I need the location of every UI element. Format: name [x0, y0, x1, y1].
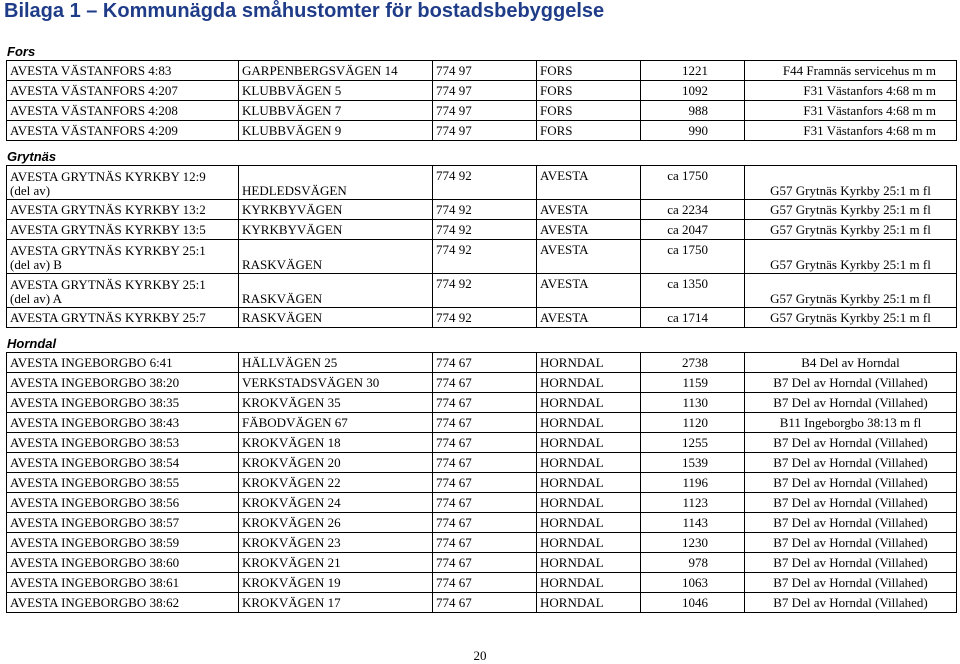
city-cell: AVESTA: [537, 308, 641, 328]
address-cell: GARPENBERGSVÄGEN 14: [239, 61, 433, 81]
city-cell: FORS: [537, 121, 641, 141]
table-row: [7, 200, 957, 220]
plan-cell: B7 Del av Horndal (Villahed): [745, 573, 957, 593]
table-row: [7, 453, 957, 473]
table-row: [7, 433, 957, 453]
area-cell: 978: [641, 553, 745, 573]
postcode-cell: 774 67: [433, 513, 537, 533]
city-cell: FORS: [537, 101, 641, 121]
property-cell: AVESTA VÄSTANFORS 4:207: [7, 81, 239, 101]
plan-cell: F31 Västanfors 4:68 m m: [745, 81, 957, 101]
plan-cell: F31 Västanfors 4:68 m m: [745, 101, 957, 121]
city-cell: HORNDAL: [537, 513, 641, 533]
property-cell: AVESTA INGEBORGBO 38:56: [7, 493, 239, 513]
postcode-cell: 774 67: [433, 593, 537, 613]
area-cell: 988: [641, 101, 745, 121]
postcode-cell: 774 92: [433, 308, 537, 328]
property-cell: AVESTA INGEBORGBO 38:61: [7, 573, 239, 593]
city-cell: HORNDAL: [537, 453, 641, 473]
area-cell: 1123: [641, 493, 745, 513]
postcode-cell: 774 92: [433, 200, 537, 220]
city-cell: HORNDAL: [537, 553, 641, 573]
table-row: [7, 274, 957, 308]
postcode-cell: 774 67: [433, 573, 537, 593]
city-cell: FORS: [537, 61, 641, 81]
plan-cell: G57 Grytnäs Kyrkby 25:1 m fl: [745, 274, 957, 308]
city-cell: HORNDAL: [537, 413, 641, 433]
area-cell: 1130: [641, 393, 745, 413]
property-cell: AVESTA VÄSTANFORS 4:209: [7, 121, 239, 141]
area-cell: ca 1714: [641, 308, 745, 328]
postcode-cell: 774 67: [433, 473, 537, 493]
property-cell: AVESTA VÄSTANFORS 4:83: [7, 61, 239, 81]
postcode-cell: 774 67: [433, 353, 537, 373]
plan-cell: B7 Del av Horndal (Villahed): [745, 393, 957, 413]
table-row: [7, 308, 957, 328]
plan-cell: B7 Del av Horndal (Villahed): [745, 593, 957, 613]
address-cell: FÄBODVÄGEN 67: [239, 413, 433, 433]
address-cell: RASKVÄGEN: [239, 274, 433, 308]
address-cell: KLUBBVÄGEN 9: [239, 121, 433, 141]
plan-cell: G57 Grytnäs Kyrkby 25:1 m fl: [745, 240, 957, 274]
address-cell: KLUBBVÄGEN 7: [239, 101, 433, 121]
section-title-fors: Fors: [7, 44, 36, 59]
table-row: [7, 513, 957, 533]
table-row: [7, 220, 957, 240]
postcode-cell: 774 67: [433, 493, 537, 513]
plan-cell: F31 Västanfors 4:68 m m: [745, 121, 957, 141]
property-cell: AVESTA INGEBORGBO 38:54: [7, 453, 239, 473]
property-cell: [7, 240, 239, 274]
section-grytnas: [6, 148, 956, 328]
area-cell: 1221: [641, 61, 745, 81]
area-cell: 1230: [641, 533, 745, 553]
postcode-cell: 774 67: [433, 553, 537, 573]
address-cell: RASKVÄGEN: [239, 240, 433, 274]
plan-cell: F44 Framnäs servicehus m m: [745, 61, 957, 81]
table-row: [7, 81, 957, 101]
address-cell: KROKVÄGEN 35: [239, 393, 433, 413]
city-cell: HORNDAL: [537, 433, 641, 453]
area-cell: ca 1750: [641, 240, 745, 274]
area-cell: 1063: [641, 573, 745, 593]
address-cell: KROKVÄGEN 24: [239, 493, 433, 513]
address-cell: KROKVÄGEN 26: [239, 513, 433, 533]
table-row: [7, 593, 957, 613]
area-cell: 2738: [641, 353, 745, 373]
address-cell: KROKVÄGEN 20: [239, 453, 433, 473]
area-cell: 1539: [641, 453, 745, 473]
property-cell: AVESTA INGEBORGBO 38:35: [7, 393, 239, 413]
plan-cell: B7 Del av Horndal (Villahed): [745, 433, 957, 453]
area-cell: 1159: [641, 373, 745, 393]
area-cell: 1196: [641, 473, 745, 493]
area-cell: ca 1350: [641, 274, 745, 308]
city-cell: AVESTA: [537, 220, 641, 240]
table-grytnas: [6, 165, 957, 328]
area-cell: ca 2047: [641, 220, 745, 240]
property-cell: AVESTA VÄSTANFORS 4:208: [7, 101, 239, 121]
address-cell: HEDLEDSVÄGEN: [239, 166, 433, 200]
postcode-cell: 774 67: [433, 453, 537, 473]
section-title-grytnas: Grytnäs: [7, 149, 57, 164]
address-cell: KROKVÄGEN 23: [239, 533, 433, 553]
city-cell: HORNDAL: [537, 493, 641, 513]
postcode-cell: 774 67: [433, 433, 537, 453]
property-cell: [7, 166, 239, 200]
table-row: [7, 101, 957, 121]
plan-cell: B11 Ingeborgbo 38:13 m fl: [745, 413, 957, 433]
postcode-cell: 774 97: [433, 101, 537, 121]
postcode-cell: 774 67: [433, 533, 537, 553]
address-cell: KROKVÄGEN 17: [239, 593, 433, 613]
table-row: [7, 61, 957, 81]
address-cell: VERKSTADSVÄGEN 30: [239, 373, 433, 393]
property-cell: AVESTA INGEBORGBO 38:43: [7, 413, 239, 433]
address-cell: HÄLLVÄGEN 25: [239, 353, 433, 373]
city-cell: AVESTA: [537, 274, 641, 308]
table-row: [7, 533, 957, 553]
property-cell: AVESTA INGEBORGBO 38:62: [7, 593, 239, 613]
table-row: [7, 413, 957, 433]
property-cell: AVESTA INGEBORGBO 38:60: [7, 553, 239, 573]
city-cell: HORNDAL: [537, 353, 641, 373]
city-cell: FORS: [537, 81, 641, 101]
plan-cell: B7 Del av Horndal (Villahed): [745, 373, 957, 393]
property-cell: AVESTA INGEBORGBO 38:20: [7, 373, 239, 393]
plan-cell: G57 Grytnäs Kyrkby 25:1 m fl: [745, 166, 957, 200]
city-cell: HORNDAL: [537, 393, 641, 413]
property-cell: [7, 274, 239, 308]
postcode-cell: 774 97: [433, 121, 537, 141]
table-row: [7, 573, 957, 593]
plan-cell: B7 Del av Horndal (Villahed): [745, 533, 957, 553]
table-row: [7, 473, 957, 493]
table-row: [7, 393, 957, 413]
section-horndal: [6, 335, 956, 613]
table-row: [7, 240, 957, 274]
area-cell: 990: [641, 121, 745, 141]
city-cell: HORNDAL: [537, 573, 641, 593]
property-line-1: AVESTA GRYTNÄS KYRKBY 12:9: [10, 169, 206, 184]
property-cell: AVESTA GRYTNÄS KYRKBY 25:7: [7, 308, 239, 328]
property-cell: AVESTA GRYTNÄS KYRKBY 13:2: [7, 200, 239, 220]
postcode-cell: 774 92: [433, 220, 537, 240]
area-cell: ca 1750: [641, 166, 745, 200]
area-cell: 1120: [641, 413, 745, 433]
plan-cell: G57 Grytnäs Kyrkby 25:1 m fl: [745, 308, 957, 328]
property-cell: AVESTA INGEBORGBO 6:41: [7, 353, 239, 373]
table-row: [7, 121, 957, 141]
document-title: Bilaga 1 – Kommunägda småhustomter för bostadsbebyggelse: [4, 0, 605, 22]
city-cell: HORNDAL: [537, 593, 641, 613]
plan-cell: B7 Del av Horndal (Villahed): [745, 513, 957, 533]
property-line-2: (del av): [10, 183, 51, 198]
address-cell: RASKVÄGEN: [239, 308, 433, 328]
area-cell: 1092: [641, 81, 745, 101]
table-row: [7, 553, 957, 573]
address-cell: KROKVÄGEN 22: [239, 473, 433, 493]
address-cell: KYRKBYVÄGEN: [239, 220, 433, 240]
plan-cell: G57 Grytnäs Kyrkby 25:1 m fl: [745, 220, 957, 240]
property-line-2: (del av) A: [10, 291, 62, 306]
address-cell: KYRKBYVÄGEN: [239, 200, 433, 220]
plan-cell: B7 Del av Horndal (Villahed): [745, 493, 957, 513]
address-cell: KROKVÄGEN 21: [239, 553, 433, 573]
plan-cell: B7 Del av Horndal (Villahed): [745, 453, 957, 473]
city-cell: AVESTA: [537, 200, 641, 220]
property-cell: AVESTA INGEBORGBO 38:53: [7, 433, 239, 453]
table-row: [7, 353, 957, 373]
address-cell: KROKVÄGEN 18: [239, 433, 433, 453]
page-number: 20: [473, 648, 487, 663]
table-row: [7, 493, 957, 513]
property-cell: AVESTA INGEBORGBO 38:59: [7, 533, 239, 553]
property-cell: AVESTA GRYTNÄS KYRKBY 13:5: [7, 220, 239, 240]
plan-cell: B7 Del av Horndal (Villahed): [745, 553, 957, 573]
table-row: [7, 166, 957, 200]
area-cell: 1255: [641, 433, 745, 453]
area-cell: ca 2234: [641, 200, 745, 220]
plan-cell: B4 Del av Horndal: [745, 353, 957, 373]
postcode-cell: 774 97: [433, 81, 537, 101]
address-cell: KROKVÄGEN 19: [239, 573, 433, 593]
postcode-cell: 774 67: [433, 413, 537, 433]
property-line-2: (del av) B: [10, 257, 62, 272]
property-line-1: AVESTA GRYTNÄS KYRKBY 25:1: [10, 277, 206, 292]
section-title-horndal: Horndal: [7, 336, 57, 351]
property-cell: AVESTA INGEBORGBO 38:57: [7, 513, 239, 533]
city-cell: AVESTA: [537, 166, 641, 200]
postcode-cell: 774 92: [433, 240, 537, 274]
city-cell: HORNDAL: [537, 373, 641, 393]
property-cell: AVESTA INGEBORGBO 38:55: [7, 473, 239, 493]
area-cell: 1046: [641, 593, 745, 613]
table-fors: [6, 60, 957, 141]
plan-cell: B7 Del av Horndal (Villahed): [745, 473, 957, 493]
city-cell: AVESTA: [537, 240, 641, 274]
plan-cell: G57 Grytnäs Kyrkby 25:1 m fl: [745, 200, 957, 220]
postcode-cell: 774 92: [433, 274, 537, 308]
property-line-1: AVESTA GRYTNÄS KYRKBY 25:1: [10, 243, 206, 258]
postcode-cell: 774 67: [433, 393, 537, 413]
postcode-cell: 774 67: [433, 373, 537, 393]
postcode-cell: 774 92: [433, 166, 537, 200]
table-row: [7, 373, 957, 393]
area-cell: 1143: [641, 513, 745, 533]
address-cell: KLUBBVÄGEN 5: [239, 81, 433, 101]
table-horndal: [6, 352, 957, 613]
city-cell: HORNDAL: [537, 473, 641, 493]
city-cell: HORNDAL: [537, 533, 641, 553]
postcode-cell: 774 97: [433, 61, 537, 81]
section-fors: [6, 43, 956, 141]
